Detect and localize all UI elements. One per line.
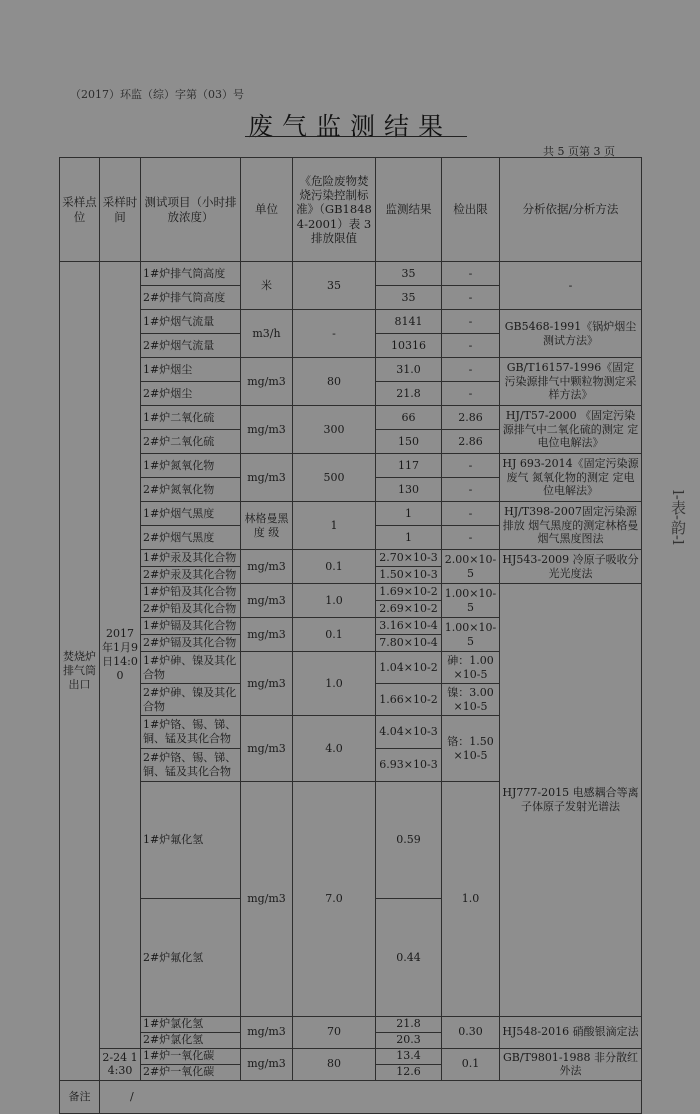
test-item: 2#炉铅及其化合物 [141, 601, 241, 618]
unit-cell: mg/m3 [241, 782, 293, 1017]
header-standard: 《危险废物焚烧污染控制标准》（GB18484-2001）表 3 排放限值 [293, 158, 376, 262]
test-item: 1#炉汞及其化合物 [141, 550, 241, 567]
header-site: 采样点位 [60, 158, 100, 262]
result-cell: 35 [376, 262, 442, 286]
result-cell: 35 [376, 286, 442, 310]
method-cell: HJ543-2009 冷原子吸收分光光度法 [500, 550, 642, 584]
unit-cell: mg/m3 [241, 652, 293, 716]
detection-limit-cell: 1.00×10-5 [442, 618, 500, 652]
result-cell: 1 [376, 502, 442, 526]
result-cell: 8141 [376, 310, 442, 334]
test-item: 2#炉汞及其化合物 [141, 567, 241, 584]
test-item: 2#炉烟气黑度 [141, 526, 241, 550]
sampling-time-2: 2-24 14:30 [100, 1048, 141, 1080]
test-item: 2#炉铬、锡、锑、铜、锰及其化合物 [141, 749, 241, 782]
detection-limit-cell: 1.00×10-5 [442, 584, 500, 618]
result-cell: 1.66×10-2 [376, 684, 442, 716]
detection-limit-cell: - [442, 358, 500, 382]
test-item: 2#炉氯化氢 [141, 1032, 241, 1048]
unit-cell: mg/m3 [241, 716, 293, 782]
unit-cell: 林格曼黑度 级 [241, 502, 293, 550]
test-item: 1#炉氯化氢 [141, 1016, 241, 1032]
sampling-time: 2017年1月9日14:00 [100, 262, 141, 1049]
test-item: 1#炉镉及其化合物 [141, 618, 241, 635]
detection-limit-cell: 0.30 [442, 1016, 500, 1048]
detection-limit-cell: - [442, 382, 500, 406]
result-cell: 66 [376, 406, 442, 430]
header-time: 采样时间 [100, 158, 141, 262]
method-cell: HJ/T57-2000 《固定污染源排气中二氧化硫的测定 定电位电解法》 [500, 406, 642, 454]
test-item: 1#炉烟尘 [141, 358, 241, 382]
test-item: 1#炉铅及其化合物 [141, 584, 241, 601]
method-cell: - [500, 262, 642, 310]
limit-cell: 1.0 [293, 652, 376, 716]
result-cell: 6.93×10-3 [376, 749, 442, 782]
method-cell: GB5468-1991《锅炉烟尘测试方法》 [500, 310, 642, 358]
limit-cell: 1 [293, 502, 376, 550]
test-item: 2#炉烟尘 [141, 382, 241, 406]
result-cell: 4.04×10-3 [376, 716, 442, 749]
method-cell: GB/T9801-1988 非分散红外法 [500, 1048, 642, 1080]
unit-cell: mg/m3 [241, 550, 293, 584]
detection-limit-cell: - [442, 262, 500, 286]
page-title: 废气监测结果 [247, 112, 452, 141]
detection-limit-cell: 砷：1.00×10-5 [442, 652, 500, 684]
test-item: 2#炉氮氧化物 [141, 478, 241, 502]
limit-cell: 80 [293, 1048, 376, 1080]
limit-cell: 0.1 [293, 618, 376, 652]
detection-limit-cell: 2.00×10-5 [442, 550, 500, 584]
unit-cell: mg/m3 [241, 406, 293, 454]
header-unit: 单位 [241, 158, 293, 262]
detection-limit-cell: 0.1 [442, 1048, 500, 1080]
page-number: 共 5 页第 3 页 [543, 145, 615, 158]
result-cell: 117 [376, 454, 442, 478]
margin-stamp-fragment: l-表-韵-l [669, 490, 687, 545]
unit-cell: mg/m3 [241, 618, 293, 652]
header-item: 测试项目（小时排放浓度） [141, 158, 241, 262]
result-cell: 0.44 [376, 899, 442, 1016]
detection-limit-cell: 2.86 [442, 406, 500, 430]
remarks-value: / [100, 1080, 642, 1113]
detection-limit-cell: - [442, 310, 500, 334]
limit-cell: 300 [293, 406, 376, 454]
test-item: 2#炉二氧化硫 [141, 430, 241, 454]
result-cell: 31.0 [376, 358, 442, 382]
detection-limit-cell: - [442, 334, 500, 358]
result-cell: 21.8 [376, 382, 442, 406]
unit-cell: mg/m3 [241, 584, 293, 618]
method-cell: HJ777-2015 电感耦合等离子体原子发射光谱法 [500, 584, 642, 1017]
result-cell: 150 [376, 430, 442, 454]
test-item: 1#炉砷、镍及其化合物 [141, 652, 241, 684]
detection-limit-cell: - [442, 454, 500, 478]
result-cell: 10316 [376, 334, 442, 358]
limit-cell: 70 [293, 1016, 376, 1048]
unit-cell: mg/m3 [241, 358, 293, 406]
result-cell: 20.3 [376, 1032, 442, 1048]
limit-cell: - [293, 310, 376, 358]
limit-cell: 500 [293, 454, 376, 502]
test-item: 2#炉镉及其化合物 [141, 635, 241, 652]
test-item: 1#炉排气筒高度 [141, 262, 241, 286]
remarks-label: 备注 [60, 1080, 100, 1113]
limit-cell: 7.0 [293, 782, 376, 1017]
detection-limit-cell: - [442, 526, 500, 550]
result-cell: 12.6 [376, 1064, 442, 1080]
sampling-site: 焚烧炉排气筒出口 [60, 262, 100, 1081]
result-cell: 2.69×10-2 [376, 601, 442, 618]
limit-cell: 4.0 [293, 716, 376, 782]
test-item: 2#炉一氧化碳 [141, 1064, 241, 1080]
unit-cell: mg/m3 [241, 454, 293, 502]
detection-limit-cell: - [442, 286, 500, 310]
result-cell: 1.04×10-2 [376, 652, 442, 684]
limit-cell: 1.0 [293, 584, 376, 618]
detection-limit-cell: - [442, 478, 500, 502]
test-item: 2#炉砷、镍及其化合物 [141, 684, 241, 716]
test-item: 2#炉烟气流量 [141, 334, 241, 358]
method-cell: HJ548-2016 硝酸银滴定法 [500, 1016, 642, 1048]
title-underline [245, 136, 467, 137]
result-cell: 3.16×10-4 [376, 618, 442, 635]
result-cell: 1.69×10-2 [376, 584, 442, 601]
unit-cell: mg/m3 [241, 1048, 293, 1080]
result-cell: 0.59 [376, 782, 442, 899]
header-result: 监测结果 [376, 158, 442, 262]
detection-limit-cell: - [442, 502, 500, 526]
test-item: 1#炉铬、锡、锑、铜、锰及其化合物 [141, 716, 241, 749]
test-item: 1#炉烟气黑度 [141, 502, 241, 526]
unit-cell: m3/h [241, 310, 293, 358]
limit-cell: 35 [293, 262, 376, 310]
limit-cell: 80 [293, 358, 376, 406]
method-cell: HJ/T398-2007固定污染源排放 烟气黑度的测定林格曼烟气黑度图法 [500, 502, 642, 550]
result-cell: 2.70×10-3 [376, 550, 442, 567]
result-cell: 1.50×10-3 [376, 567, 442, 584]
detection-limit-cell: 2.86 [442, 430, 500, 454]
result-cell: 21.8 [376, 1016, 442, 1032]
test-item: 1#炉氟化氢 [141, 782, 241, 899]
result-cell: 130 [376, 478, 442, 502]
result-cell: 7.80×10-4 [376, 635, 442, 652]
result-cell: 13.4 [376, 1048, 442, 1064]
result-cell: 1 [376, 526, 442, 550]
results-table [59, 157, 642, 1114]
method-cell: GB/T16157-1996《固定污染源排气中颗粒物测定采样方法》 [500, 358, 642, 406]
header-detection-limit: 检出限 [442, 158, 500, 262]
unit-cell: mg/m3 [241, 1016, 293, 1048]
report-reference-number: （2017）环监（综）字第（03）号 [70, 88, 244, 101]
method-cell: HJ 693-2014《固定污染源废气 氮氧化物的测定 定电位电解法》 [500, 454, 642, 502]
test-item: 1#炉二氧化硫 [141, 406, 241, 430]
limit-cell: 0.1 [293, 550, 376, 584]
test-item: 1#炉烟气流量 [141, 310, 241, 334]
detection-limit-cell: 铬：1.50×10-5 [442, 716, 500, 782]
test-item: 2#炉氟化氢 [141, 899, 241, 1016]
detection-limit-cell: 1.0 [442, 782, 500, 1017]
test-item: 2#炉排气筒高度 [141, 286, 241, 310]
test-item: 1#炉一氧化碳 [141, 1048, 241, 1064]
header-method: 分析依据/分析方法 [500, 158, 642, 262]
unit-cell: 米 [241, 262, 293, 310]
test-item: 1#炉氮氧化物 [141, 454, 241, 478]
detection-limit-cell: 镍：3.00×10-5 [442, 684, 500, 716]
